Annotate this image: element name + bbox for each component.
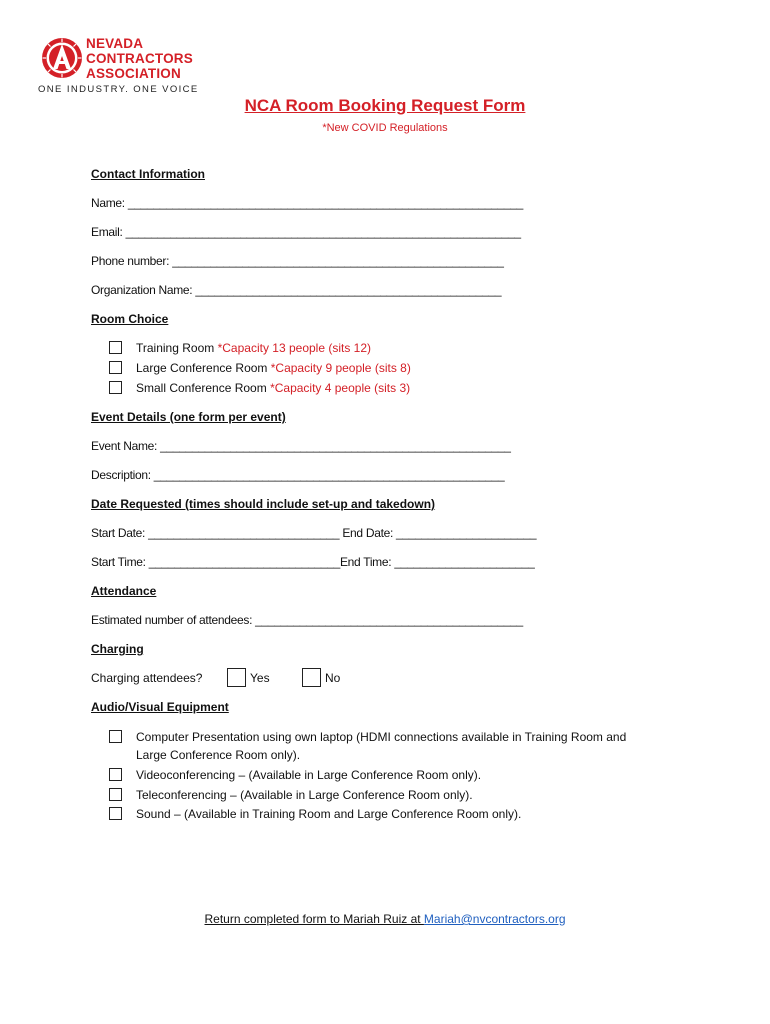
nca-logo — [38, 34, 198, 98]
small-conference-room-option — [136, 381, 410, 395]
logo-line-2: CONTRACTORS — [86, 51, 193, 66]
teleconferencing-label: Teleconferencing – (Available in Large Conference Room only). — [136, 788, 473, 802]
sound-checkbox[interactable] — [109, 807, 122, 820]
training-room-label: Training Room — [136, 341, 218, 355]
av-equipment-heading: Audio/Visual Equipment — [91, 700, 229, 714]
sound-label: Sound – (Available in Training Room and Large Conference Room only). — [136, 807, 522, 821]
small-conference-room-label: Small Conference Room — [136, 381, 271, 395]
organization-field[interactable]: Organization Name: ________________________________________________ — [91, 283, 502, 297]
charging-yes-label: Yes — [250, 671, 270, 685]
charging-question: Charging attendees? — [91, 671, 203, 685]
form-title: NCA Room Booking Request Form — [244, 96, 526, 115]
attendees-field[interactable]: Estimated number of attendees: __________________________________________ — [91, 613, 523, 627]
date-requested-heading: Date Requested (times should include set-up and takedown) — [91, 497, 436, 511]
videoconferencing-checkbox[interactable] — [109, 768, 122, 781]
logo-line-1: NEVADA — [86, 36, 144, 51]
contact-email-link[interactable]: Mariah@nvcontractors.org — [423, 912, 566, 926]
large-conference-room-label: Large Conference Room — [136, 361, 271, 375]
training-room-option — [136, 341, 371, 355]
teleconferencing-checkbox[interactable] — [109, 788, 122, 801]
start-end-date-field[interactable]: Start Date: ______________________________ End Date: ______________________ — [91, 526, 537, 540]
charging-no-label: No — [325, 671, 341, 685]
videoconferencing-label: Videoconferencing – (Available in Large Conference Room only). — [136, 768, 482, 782]
event-details-heading: Event Details (one form per event) — [91, 410, 286, 424]
phone-field[interactable]: Phone number: ____________________________________________________ — [91, 254, 504, 268]
charging-yes-checkbox[interactable] — [227, 668, 246, 687]
training-room-capacity: *Capacity 13 people (sits 12) — [217, 341, 372, 355]
small-conference-room-capacity: *Capacity 4 people (sits 3) — [270, 381, 411, 395]
return-instructions — [0, 912, 770, 926]
large-conference-room-checkbox[interactable] — [109, 361, 122, 374]
form-subtitle: *New COVID Regulations — [322, 122, 448, 134]
computer-presentation-checkbox[interactable] — [109, 730, 122, 743]
room-choice-heading: Room Choice — [91, 312, 169, 326]
charging-no-checkbox[interactable] — [302, 668, 321, 687]
computer-presentation-label-1: Computer Presentation using own laptop (HDMI connections available in Training Room and — [136, 730, 627, 744]
email-field[interactable]: Email: ______________________________________________________________ — [91, 225, 521, 239]
start-end-time-field[interactable]: Start Time: ______________________________End Time: ______________________ — [91, 555, 535, 569]
name-field[interactable]: Name: ______________________________________________________________ — [91, 196, 524, 210]
training-room-checkbox[interactable] — [109, 341, 122, 354]
large-conference-room-option — [136, 361, 411, 375]
large-conference-room-capacity: *Capacity 9 people (sits 8) — [270, 361, 411, 375]
nca-logo-icon — [40, 36, 84, 80]
logo-line-3: ASSOCIATION — [86, 66, 181, 81]
attendance-heading: Attendance — [91, 584, 157, 598]
event-name-field[interactable]: Event Name: _______________________________________________________ — [91, 439, 511, 453]
logo-tagline: ONE INDUSTRY. ONE VOICE — [38, 84, 199, 95]
computer-presentation-label-2: Large Conference Room only). — [136, 748, 301, 762]
charging-heading: Charging — [91, 642, 144, 656]
description-field[interactable]: Description: _______________________________________________________ — [91, 468, 505, 482]
contact-heading: Contact Information — [91, 167, 205, 181]
return-text: Return completed form to Mariah Ruiz at — [204, 912, 424, 926]
small-conference-room-checkbox[interactable] — [109, 381, 122, 394]
